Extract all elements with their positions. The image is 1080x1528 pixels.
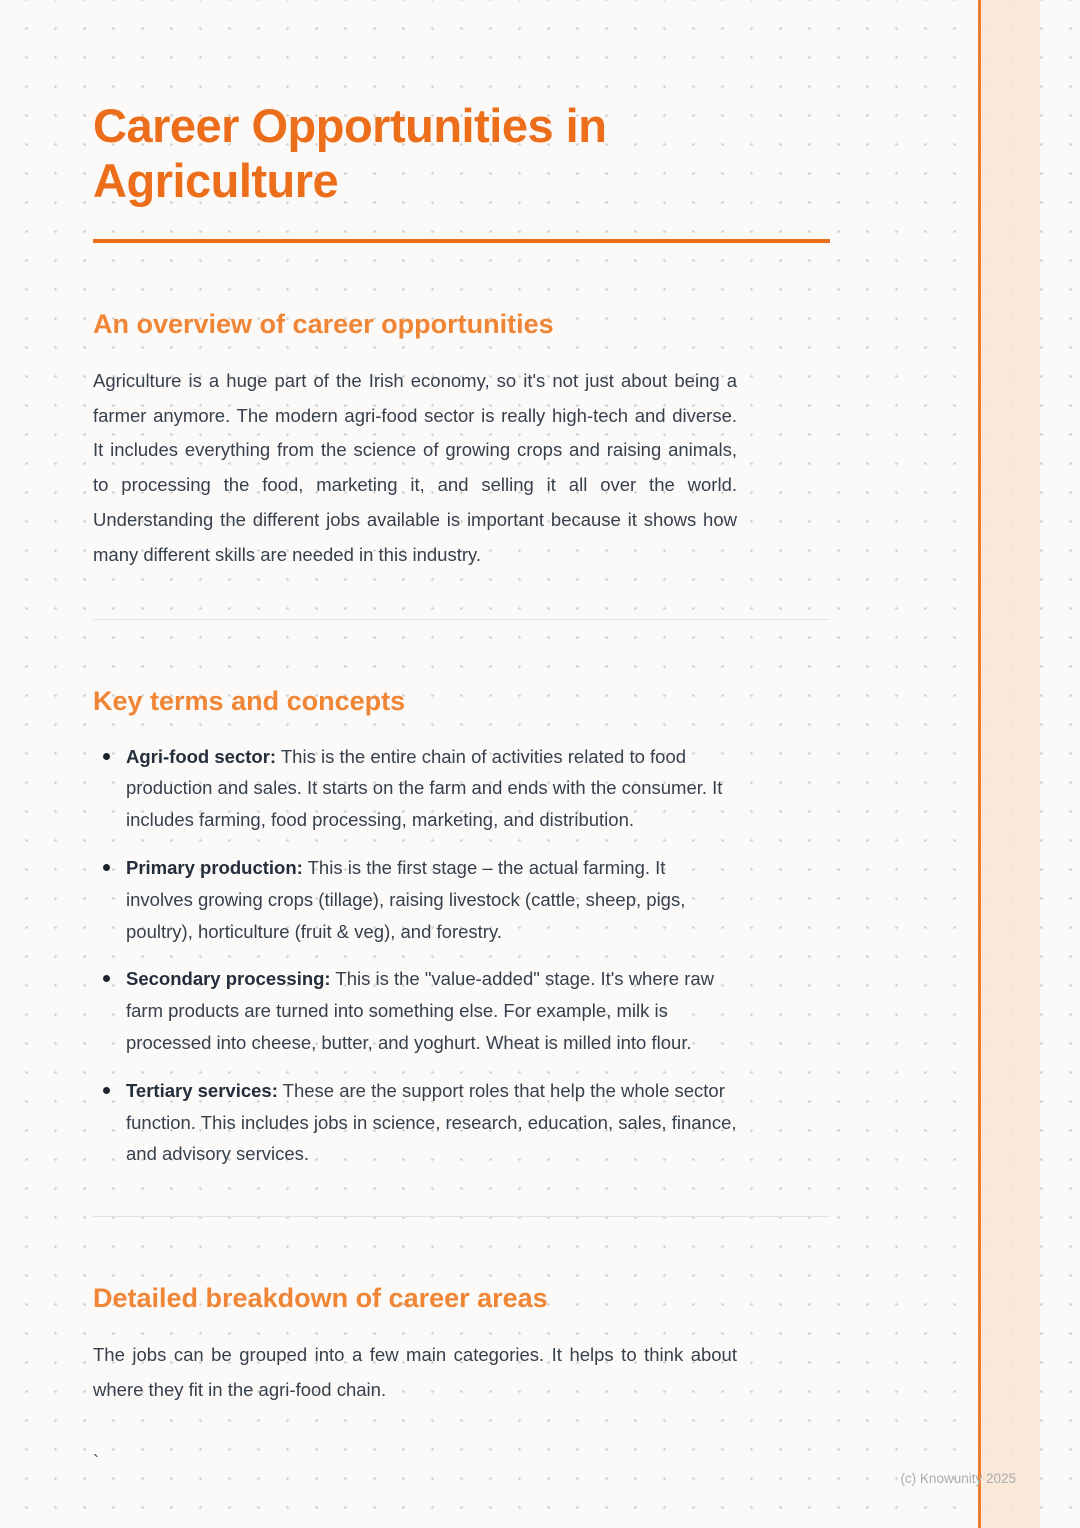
bullet-icon	[103, 864, 110, 871]
list-item	[93, 852, 737, 947]
term-label: Primary production:	[126, 856, 303, 878]
breakdown-paragraph: The jobs can be grouped into a few main categories. It helps to think about where they fit in the agri-food chain.	[93, 1344, 737, 1401]
bullet-icon	[103, 975, 110, 982]
list-item	[93, 1075, 737, 1170]
overview-paragraph: Agriculture is a huge part of the Irish economy, so it's not just about being a farmer anymore. The modern agri-food sector is really high-tech and diverse. It includes everything from the science of growing crops and raising animals, to processing the food, marketing it, and selling it all over the world. Understanding the different jobs available is important because it shows how many different skills are needed in this industry.	[93, 369, 737, 565]
page-title: Career Opportunities in Agriculture	[93, 99, 607, 208]
term-description: These are the support roles that help the whole sector function. This includes jobs in science, research, education, sales, finance, and advisory services.	[126, 1079, 737, 1165]
stray-backtick: `	[93, 1451, 99, 1472]
section-divider	[93, 1216, 830, 1217]
term-description: This is the entire chain of activities related to food production and sales. It starts on the farm and ends with the consumer. It includes farming, food processing, marketing, and distribution.	[126, 745, 723, 831]
term-description: This is the "value-added" stage. It's where raw farm products are turned into something else. For example, milk is processed into cheese, butter, and yoghurt. Wheat is milled into flour.	[126, 968, 715, 1053]
bullet-icon	[103, 1087, 110, 1094]
section-heading-overview: An overview of career opportunities	[93, 308, 554, 339]
key-terms-list	[93, 741, 737, 1171]
section-divider	[93, 619, 830, 620]
title-underline-rule	[93, 239, 830, 243]
copyright-credit: (c) Knowunity 2025	[900, 1471, 1016, 1486]
term-label: Secondary processing:	[126, 968, 331, 990]
section-heading-key-terms: Key terms and concepts	[93, 685, 406, 716]
section-heading-breakdown: Detailed breakdown of career areas	[93, 1283, 548, 1314]
list-item	[93, 741, 737, 836]
page-edge-stripe	[978, 0, 1040, 1528]
list-item	[93, 963, 737, 1058]
term-label: Tertiary services:	[126, 1079, 278, 1101]
term-description: This is the first stage – the actual farming. It involves growing crops (tillage), raising livestock (cattle, sheep, pigs, poultry), horticulture (fruit & veg), and forestry.	[126, 856, 686, 942]
bullet-icon	[103, 753, 110, 760]
term-label: Agri-food sector:	[126, 745, 277, 767]
